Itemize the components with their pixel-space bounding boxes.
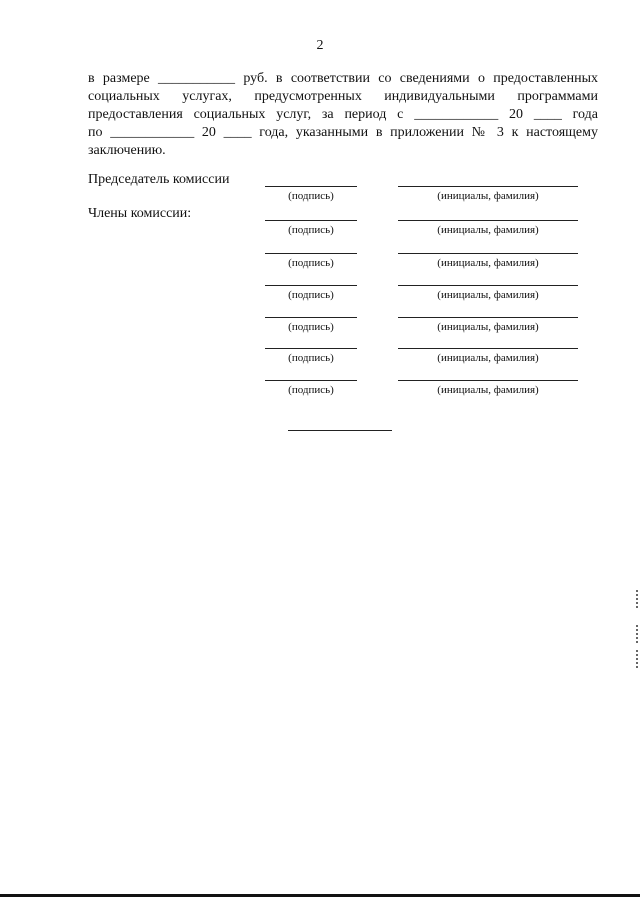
signature-line bbox=[265, 285, 357, 286]
initials-line bbox=[398, 380, 578, 381]
scan-edge-mark bbox=[636, 625, 638, 643]
initials-caption: (инициалы, фамилия) bbox=[437, 289, 539, 301]
signature-line bbox=[265, 348, 357, 349]
signature-line bbox=[265, 253, 357, 254]
end-separator-line bbox=[288, 430, 392, 431]
paragraph-line: по ____________ 20 ____ года, указанными в приложении № 3 к настоящему bbox=[88, 125, 598, 140]
paragraph-line: в размере ___________ руб. в соответствии со сведениями о предоставленных bbox=[88, 71, 598, 86]
chairman-label: Председатель комиссии bbox=[88, 172, 230, 187]
initials-caption: (инициалы, фамилия) bbox=[437, 321, 539, 333]
scan-bottom-bar bbox=[0, 894, 640, 897]
signature-caption: (подпись) bbox=[288, 257, 334, 269]
initials-line bbox=[398, 348, 578, 349]
members-label: Члены комиссии: bbox=[88, 206, 192, 221]
initials-line bbox=[398, 186, 578, 187]
initials-line bbox=[398, 317, 578, 318]
initials-caption: (инициалы, фамилия) bbox=[437, 257, 539, 269]
scan-edge-mark bbox=[636, 590, 638, 608]
signature-caption: (подпись) bbox=[288, 321, 334, 333]
signature-line bbox=[265, 380, 357, 381]
initials-caption: (инициалы, фамилия) bbox=[437, 352, 539, 364]
scan-edge-mark bbox=[636, 650, 638, 668]
signature-line bbox=[265, 317, 357, 318]
initials-line bbox=[398, 285, 578, 286]
initials-line bbox=[398, 253, 578, 254]
page-number: 2 bbox=[316, 38, 324, 53]
paragraph-text bbox=[88, 70, 598, 160]
signature-caption: (подпись) bbox=[288, 352, 334, 364]
paragraph-line: социальных услугах, предусмотренных индивидуальными программами bbox=[88, 89, 598, 104]
signature-line bbox=[265, 186, 357, 187]
initials-caption: (инициалы, фамилия) bbox=[437, 224, 539, 236]
initials-line bbox=[398, 220, 578, 221]
signature-line bbox=[265, 220, 357, 221]
signature-caption: (подпись) bbox=[288, 224, 334, 236]
initials-caption: (инициалы, фамилия) bbox=[437, 384, 539, 396]
signature-caption: (подпись) bbox=[288, 289, 334, 301]
paragraph-line: заключению. bbox=[88, 143, 166, 158]
initials-caption: (инициалы, фамилия) bbox=[437, 190, 539, 202]
signature-caption: (подпись) bbox=[288, 190, 334, 202]
signature-caption: (подпись) bbox=[288, 384, 334, 396]
paragraph-line: предоставления социальных услуг, за период с ____________ 20 ____ года bbox=[88, 107, 598, 122]
